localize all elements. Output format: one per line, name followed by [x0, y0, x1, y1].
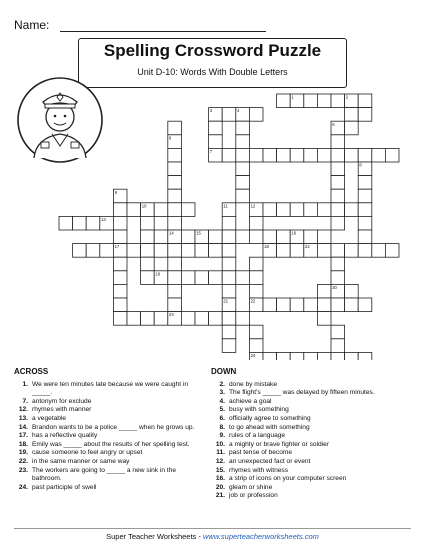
crossword-cell[interactable] — [168, 257, 182, 271]
crossword-cell[interactable] — [209, 312, 223, 326]
crossword-cell[interactable] — [181, 312, 195, 326]
clue-number: 24. — [18, 483, 28, 491]
clue-text: a mighty or brave fighter or soldier — [229, 440, 330, 448]
clue-number: 16. — [215, 475, 225, 483]
footer-brand: Super Teacher Worksheets — [106, 532, 197, 541]
crossword-cell[interactable] — [113, 230, 127, 244]
crossword-cell[interactable] — [236, 162, 250, 176]
cell-number-label: 23 — [169, 312, 174, 318]
crossword-cell[interactable] — [331, 148, 345, 162]
crossword-cell[interactable] — [249, 148, 263, 162]
down-clue — [211, 424, 416, 433]
crossword-cell[interactable] — [168, 176, 182, 190]
crossword-cell[interactable] — [317, 244, 331, 258]
cell-number-label: 22 — [250, 298, 256, 304]
crossword-cell[interactable] — [345, 108, 359, 122]
crossword-cell[interactable] — [141, 216, 155, 230]
down-clue — [211, 432, 416, 441]
down-clue — [211, 415, 416, 424]
cell-number-label: 20 — [332, 285, 337, 290]
footer-separator: - — [196, 532, 203, 541]
crossword-cell[interactable] — [358, 203, 372, 217]
clue-number: 8. — [219, 423, 225, 431]
clue-number: 21. — [215, 492, 225, 500]
crossword-cell[interactable] — [222, 108, 236, 122]
crossword-cell[interactable] — [358, 216, 372, 230]
cell-number-label: 10 — [141, 203, 147, 209]
crossword-cell[interactable] — [385, 244, 399, 258]
crossword-cell[interactable] — [331, 325, 345, 339]
cell-number-label: 9 — [114, 189, 117, 195]
down-heading: DOWN — [211, 367, 237, 376]
crossword-cell[interactable] — [249, 325, 263, 339]
cell-number-label: 18 — [264, 244, 269, 250]
across-clue — [14, 441, 204, 450]
clue-number: 14. — [18, 423, 28, 431]
across-clue — [14, 381, 204, 398]
crossword-cell[interactable] — [277, 148, 291, 162]
crossword-cell[interactable] — [249, 216, 263, 230]
crossword-cell[interactable] — [113, 257, 127, 271]
crossword-cell[interactable] — [222, 257, 236, 271]
crossword-cell[interactable] — [236, 176, 250, 190]
crossword-cell[interactable] — [222, 216, 236, 230]
cell-number-label: 22 — [305, 244, 310, 250]
crossword-cell[interactable] — [195, 312, 209, 326]
across-clues — [14, 368, 204, 492]
clue-number: 13. — [18, 414, 28, 422]
cell-number-label: 11 — [223, 203, 228, 209]
crossword-cell[interactable] — [358, 230, 372, 244]
crossword-cell[interactable] — [222, 325, 236, 339]
crossword-cell[interactable] — [317, 284, 331, 298]
crossword-cell[interactable] — [331, 352, 345, 360]
across-heading: ACROSS — [14, 367, 49, 376]
clue-text: a strip of icons on your computer screen — [229, 475, 347, 483]
clue-number: 22. — [18, 457, 28, 465]
down-clue — [211, 398, 416, 407]
crossword-cell[interactable] — [59, 216, 73, 230]
crossword-cell[interactable] — [236, 135, 250, 149]
clue-text: done by mistake — [229, 380, 278, 388]
crossword-cell[interactable] — [277, 94, 291, 108]
cell-number-label: 15 — [196, 230, 201, 236]
crossword-cell[interactable] — [263, 352, 277, 360]
clue-number: 1. — [22, 380, 28, 388]
crossword-cell[interactable] — [209, 271, 223, 285]
cell-number-label: 17 — [114, 244, 120, 250]
crossword-cell[interactable] — [304, 94, 318, 108]
clue-text: rules of a language — [229, 432, 286, 440]
crossword-cell[interactable] — [181, 203, 195, 217]
crossword-cell[interactable] — [168, 298, 182, 312]
cell-number-label: 19 — [155, 271, 161, 277]
crossword-cell[interactable] — [358, 148, 372, 162]
clue-number: 9. — [219, 432, 225, 440]
crossword-cell[interactable] — [249, 230, 263, 244]
crossword-cell[interactable] — [345, 298, 359, 312]
down-clues — [211, 368, 416, 501]
crossword-cell[interactable] — [331, 257, 345, 271]
down-clue — [211, 484, 416, 493]
cell-number-label: 21 — [223, 298, 229, 304]
crossword-cell[interactable] — [222, 284, 236, 298]
crossword-cell[interactable] — [113, 216, 127, 230]
across-clue — [14, 406, 204, 415]
down-clue — [211, 441, 416, 450]
crossword-cell[interactable] — [317, 298, 331, 312]
cell-number-label: 24 — [250, 353, 256, 358]
crossword-cell[interactable] — [358, 298, 372, 312]
crossword-cell[interactable] — [372, 148, 386, 162]
crossword-cell[interactable] — [249, 108, 263, 122]
clue-text: cause someone to feel angry or upset — [32, 449, 143, 457]
crossword-cell[interactable] — [100, 244, 114, 258]
name-label: Name: — [14, 18, 50, 32]
crossword-cell[interactable] — [331, 94, 345, 108]
crossword-cell[interactable] — [141, 230, 155, 244]
page-subtitle: Unit D-10: Words With Double Letters — [137, 67, 288, 77]
clue-text: busy with something — [229, 406, 289, 414]
crossword-cell[interactable] — [222, 312, 236, 326]
clue-text: Brandon wants to be a police _____ when he grows up. — [32, 423, 195, 431]
crossword-cell[interactable] — [127, 312, 141, 326]
crossword-cell[interactable] — [73, 216, 87, 230]
crossword-cell[interactable] — [345, 203, 359, 217]
crossword-cell[interactable] — [127, 244, 141, 258]
clue-text: rhymes with manner — [32, 406, 92, 414]
clue-text: to go ahead with something — [229, 423, 310, 431]
footer-url-link[interactable]: www.superteacherworksheets.com — [202, 532, 319, 541]
crossword-cell[interactable] — [331, 189, 345, 203]
crossword-cell[interactable] — [222, 339, 236, 353]
crossword-cell[interactable] — [154, 244, 168, 258]
crossword-cell[interactable] — [141, 244, 155, 258]
crossword-cell[interactable] — [290, 148, 304, 162]
crossword-cell[interactable] — [317, 312, 331, 326]
across-clue — [14, 484, 204, 493]
crossword-cell[interactable] — [331, 216, 345, 230]
down-clue — [211, 458, 416, 467]
cell-number-label: 7 — [209, 149, 213, 154]
crossword-cell[interactable] — [277, 352, 291, 360]
clue-number: 15. — [215, 466, 225, 474]
clue-text: rhymes with witness — [229, 466, 288, 474]
crossword-cell[interactable] — [372, 244, 386, 258]
cell-number-label: 5 — [332, 121, 335, 127]
crossword-cell[interactable] — [263, 148, 277, 162]
down-clue — [211, 389, 416, 398]
down-clue — [211, 406, 416, 415]
crossword-cell[interactable] — [236, 189, 250, 203]
cell-number-label: 4 — [237, 108, 240, 114]
clue-text: gleam or shine — [229, 483, 273, 491]
crossword-cell[interactable] — [209, 121, 223, 135]
cell-number-label: 13 — [101, 217, 106, 222]
down-clue — [211, 492, 416, 501]
cell-number-label: 14 — [169, 230, 174, 236]
crossword-cell[interactable] — [345, 352, 359, 360]
crossword-cell[interactable] — [358, 176, 372, 190]
crossword-cell[interactable] — [249, 284, 263, 298]
crossword-cell[interactable] — [154, 230, 168, 244]
clue-number: 18. — [18, 440, 28, 448]
crossword-cell[interactable] — [304, 298, 318, 312]
across-clue — [14, 432, 204, 441]
crossword-cell[interactable] — [168, 203, 182, 217]
crossword-cell[interactable] — [331, 162, 345, 176]
cell-number-label: 2 — [345, 94, 349, 100]
crossword-cell[interactable] — [141, 312, 155, 326]
crossword-cell[interactable] — [263, 203, 277, 217]
clue-text: officially agree to something — [229, 414, 311, 422]
crossword-cell[interactable] — [385, 148, 399, 162]
footer — [0, 532, 425, 541]
crossword-cell[interactable] — [345, 284, 359, 298]
crossword-cell[interactable] — [317, 148, 331, 162]
crossword-cell[interactable] — [181, 271, 195, 285]
cell-number-label: 8 — [359, 162, 362, 168]
crossword-cell[interactable] — [304, 148, 318, 162]
clue-number: 12. — [18, 406, 28, 414]
crossword-cell[interactable] — [168, 121, 182, 135]
clue-text: an unexpected fact or event — [229, 457, 311, 465]
crossword-cell[interactable] — [168, 162, 182, 176]
crossword-cell[interactable] — [263, 298, 277, 312]
clue-number: 17. — [18, 432, 28, 440]
crossword-cell[interactable] — [317, 230, 331, 244]
crossword-cell[interactable] — [154, 203, 168, 217]
crossword-cell[interactable] — [304, 230, 318, 244]
clue-number: 7. — [22, 397, 28, 405]
crossword-cell[interactable] — [345, 148, 359, 162]
crossword-cell[interactable] — [277, 203, 291, 217]
crossword-cell[interactable] — [236, 312, 250, 326]
crossword-cell[interactable] — [222, 148, 236, 162]
clue-text: The flight's _____ was delayed by fifteen minutes. — [229, 389, 375, 397]
crossword-cell[interactable] — [290, 298, 304, 312]
crossword-cell[interactable] — [154, 312, 168, 326]
crossword-cell[interactable] — [86, 244, 100, 258]
crossword-cell[interactable] — [317, 94, 331, 108]
crossword-cell[interactable] — [113, 271, 127, 285]
cell-number-label: 3 — [209, 108, 213, 114]
crossword-cell[interactable] — [304, 352, 318, 360]
crossword-cell[interactable] — [358, 189, 372, 203]
down-clue — [211, 381, 416, 390]
crossword-cell[interactable] — [317, 352, 331, 360]
crossword-cell[interactable] — [209, 230, 223, 244]
across-clue — [14, 449, 204, 458]
clue-text: achieve a goal — [229, 397, 272, 405]
crossword-cell[interactable] — [345, 244, 359, 258]
clue-number: 20. — [215, 483, 225, 491]
crossword-cell[interactable] — [236, 271, 250, 285]
clue-text: antonym for exclude — [32, 397, 92, 405]
clue-number: 4. — [219, 397, 225, 405]
crossword-cell[interactable] — [222, 244, 236, 258]
clue-number: 19. — [18, 449, 28, 457]
cell-number-label: 1 — [291, 94, 294, 100]
crossword-cell[interactable] — [358, 94, 372, 108]
crossword-cell[interactable] — [168, 189, 182, 203]
crossword-cell[interactable] — [168, 216, 182, 230]
crossword-cell[interactable] — [86, 216, 100, 230]
down-clue — [211, 449, 416, 458]
crossword-cell[interactable] — [290, 244, 304, 258]
clue-text: We were ten minutes late because we were caught in _____. — [32, 380, 189, 397]
crossword-cell[interactable] — [290, 352, 304, 360]
clue-text: past participle of swell — [32, 483, 97, 491]
crossword-cell[interactable] — [331, 135, 345, 149]
across-clue — [14, 415, 204, 424]
crossword-cell[interactable] — [331, 339, 345, 353]
down-clue — [211, 475, 416, 484]
crossword-cell[interactable] — [181, 244, 195, 258]
crossword-cell[interactable] — [263, 230, 277, 244]
crossword-cell[interactable] — [277, 230, 291, 244]
clue-text: The workers are going to _____ a new sink in the bathroom. — [32, 466, 177, 483]
clue-number: 23. — [18, 466, 28, 474]
clue-number: 5. — [219, 406, 225, 414]
clue-number: 3. — [219, 389, 225, 397]
clue-number: 12. — [215, 457, 225, 465]
crossword-cell[interactable] — [168, 284, 182, 298]
crossword-cell[interactable] — [127, 203, 141, 217]
cell-number-label: 12 — [250, 203, 256, 209]
crossword-cell[interactable] — [141, 257, 155, 271]
across-clue — [14, 467, 204, 484]
crossword-cell[interactable] — [317, 203, 331, 217]
clue-text: Emily was _____ about the results of her spelling test. — [32, 440, 190, 448]
clue-text: past tense of become — [229, 449, 293, 457]
crossword-cell[interactable] — [209, 135, 223, 149]
crossword-cell[interactable] — [168, 148, 182, 162]
crossword-cell[interactable] — [113, 312, 127, 326]
crossword-cell[interactable] — [222, 271, 236, 285]
crossword-cell[interactable] — [358, 352, 372, 360]
crossword-cell[interactable] — [195, 271, 209, 285]
clue-number: 6. — [219, 414, 225, 422]
crossword-cell[interactable] — [331, 244, 345, 258]
crossword-cell[interactable] — [331, 176, 345, 190]
crossword-cell[interactable] — [236, 148, 250, 162]
across-clue — [14, 398, 204, 407]
crossword-cell[interactable] — [113, 298, 127, 312]
crossword-cell[interactable] — [304, 203, 318, 217]
cell-number-label: 16 — [291, 230, 297, 236]
crossword-cell[interactable] — [73, 244, 87, 258]
crossword-cell[interactable] — [358, 108, 372, 122]
crossword-cell[interactable] — [222, 230, 236, 244]
clue-number: 10. — [215, 440, 225, 448]
crossword-cell[interactable] — [168, 244, 182, 258]
down-clue — [211, 467, 416, 476]
crossword-cell[interactable] — [331, 271, 345, 285]
crossword-cell[interactable] — [249, 271, 263, 285]
crossword-cell[interactable] — [113, 284, 127, 298]
crossword-cell[interactable] — [195, 244, 209, 258]
cell-number-label: 6 — [169, 135, 172, 141]
page-title: Spelling Crossword Puzzle — [103, 41, 322, 60]
crossword-cell[interactable] — [168, 271, 182, 285]
crossword-cell[interactable] — [331, 298, 345, 312]
crossword-cell[interactable] — [331, 203, 345, 217]
across-clue — [14, 458, 204, 467]
crossword-cell[interactable] — [209, 244, 223, 258]
clue-text: job or profession — [229, 492, 278, 500]
crossword-cell[interactable] — [277, 298, 291, 312]
crossword-cell[interactable] — [345, 121, 359, 135]
clue-text: has a reflective quality — [32, 432, 98, 440]
crossword-cell[interactable] — [277, 244, 291, 258]
across-clue — [14, 424, 204, 433]
clue-number: 11. — [216, 449, 225, 457]
crossword-cell[interactable] — [113, 203, 127, 217]
crossword-cell[interactable] — [141, 271, 155, 285]
clue-text: a vegetable — [32, 414, 67, 422]
crossword-cell[interactable] — [249, 339, 263, 353]
crossword-cell[interactable] — [358, 244, 372, 258]
crossword-cell[interactable] — [181, 230, 195, 244]
clue-number: 2. — [219, 380, 225, 388]
crossword-cell[interactable] — [249, 257, 263, 271]
crossword-cell[interactable] — [236, 230, 250, 244]
crossword-cell[interactable] — [290, 203, 304, 217]
crossword-cell[interactable] — [236, 121, 250, 135]
clue-text: in the same manner or same way — [32, 457, 130, 465]
footer-divider — [14, 528, 411, 529]
